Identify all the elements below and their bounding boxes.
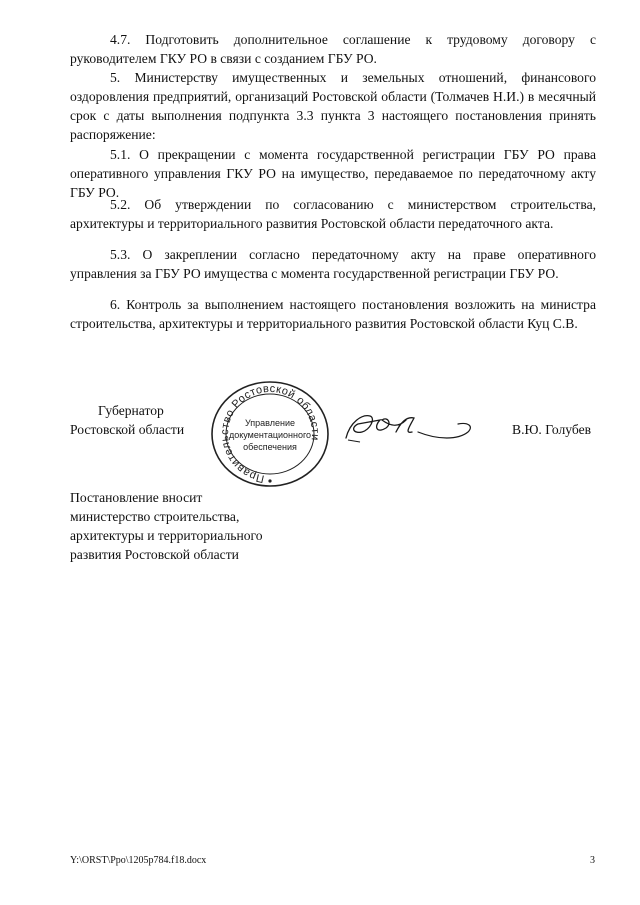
submitter-line3: архитектуры и территориального (70, 528, 263, 543)
submitter-line4: развития Ростовской области (70, 547, 239, 562)
stamp-center-line1: Управление (244, 418, 296, 428)
paragraph-5: 5. Министерству имущественных и земельных отношений, финансового оздоровления предприятий, организаций Ростовской области (Толмачев Н.И.) в месячный срок с даты выполнения подпункта 3.3 пункта 3 настоящего постановления принять распоряжение: (70, 70, 596, 142)
official-stamp (206, 378, 334, 490)
footer-file-path: Y:\ORST\Ppo\1205p784.f18.docx (70, 855, 207, 866)
paragraph-5-2: 5.2. Об утверждении по согласованию с министерством строительства, архитектуры и территориального развития Ростовской области передаточного акта. (70, 197, 596, 231)
governor-region: Ростовской области (70, 422, 185, 437)
signatory-name: В.Ю. Голубев (512, 422, 592, 437)
stamp-center-line3: обеспечения (243, 442, 297, 452)
submitter-line2: министерство строительства, (70, 509, 240, 524)
handwritten-signature (340, 402, 480, 452)
stamp-ring-text: Правительство Ростовской области (218, 382, 322, 485)
paragraph-4-7: 4.7. Подготовить дополнительное соглашение к трудовому договору с руководителем ГКУ РО в связи с созданием ГБУ РО. (70, 32, 596, 66)
page-number: 3 (590, 855, 595, 866)
submitter-line1: Постановление вносит (70, 490, 203, 505)
paragraph-5-1: 5.1. О прекращении с момента государственной регистрации ГБУ РО права оперативного управления ГКУ РО на имущество, передаваемое по передаточному акту ГБУ РО. (70, 147, 596, 200)
paragraph-5-3: 5.3. О закреплении согласно передаточному акту на праве оперативного управления за ГБУ РО имущества с момента государственной регистрации ГБУ РО. (70, 247, 596, 281)
paragraph-6: 6. Контроль за выполнением настоящего постановления возложить на министра строительства, архитектуры и территориального развития Ростовской области Куц С.В. (70, 297, 596, 331)
stamp-center-line2: документационного (228, 430, 312, 440)
governor-title: Губернатор (98, 403, 164, 418)
